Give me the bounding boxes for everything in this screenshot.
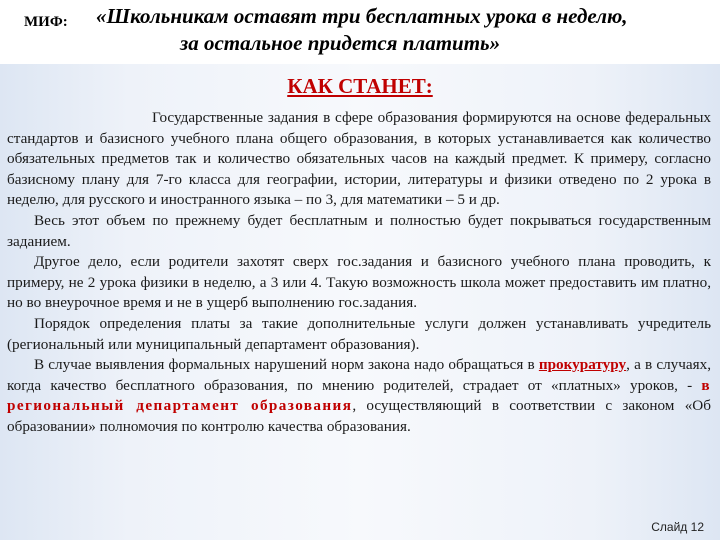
- paragraph-free-volume: Весь этот объем по прежнему будет бесплатным и полностью будет покрываться государственным заданием.: [7, 211, 711, 250]
- paragraph-fee-procedure: Порядок определения платы за такие дополнительные услуги должен устанавливать учредитель (региональный или муниципальный департамент образования).: [7, 314, 711, 353]
- violations-text-end: , осуществляющий в соответствии с законом «Об образовании» полномочия по контролю качества образования.: [7, 397, 711, 435]
- slide-number: Слайд 12: [651, 520, 704, 534]
- department-highlight: в региональный департамент образования: [7, 376, 711, 415]
- body-text: [7, 108, 711, 438]
- myth-quote-line-1: «Школьникам оставят три бесплатных урока в неделю,: [96, 4, 628, 28]
- paragraph-violations: [7, 355, 711, 437]
- slide-header: [0, 0, 720, 64]
- myth-quote-line-2: за остальное придется платить»: [180, 31, 501, 55]
- paragraph-extra-lessons: Другое дело, если родители захотят сверх гос.задания и базисного учебного плана проводить, к примеру, не 2 урока физики в неделю, а 3 или 4. Такую возможность школа может предоставить им платно, но во внеурочное время и не в ущерб выполнению гос.задания.: [7, 253, 711, 312]
- violations-text-start: В случае выявления формальных нарушений норм закона надо обращаться в: [34, 356, 535, 374]
- paragraph-state-assignments: Государственные задания в сфере образования формируются на основе федеральных стандартов и базисного учебного плана общего образования, в которых устанавливается как количество обязательных предметов так и количество обязательных часов на каждый предмет. К примеру, согласно базисному плану для 7-го класса для географии, истории, литературы и физики отведено по 2 урока в неделю, для русского и иностранного языка – по 3, для математики – 5 и др.: [7, 109, 711, 209]
- section-title: КАК СТАНЕТ:: [287, 74, 433, 98]
- violations-text-mid: , а в случаях, когда качество бесплатного образования, по мнению родителей, страдает от «платных» уроков, -: [7, 356, 711, 394]
- myth-label: МИФ:: [24, 14, 68, 30]
- prosecutor-highlight: прокуратуру: [538, 356, 627, 374]
